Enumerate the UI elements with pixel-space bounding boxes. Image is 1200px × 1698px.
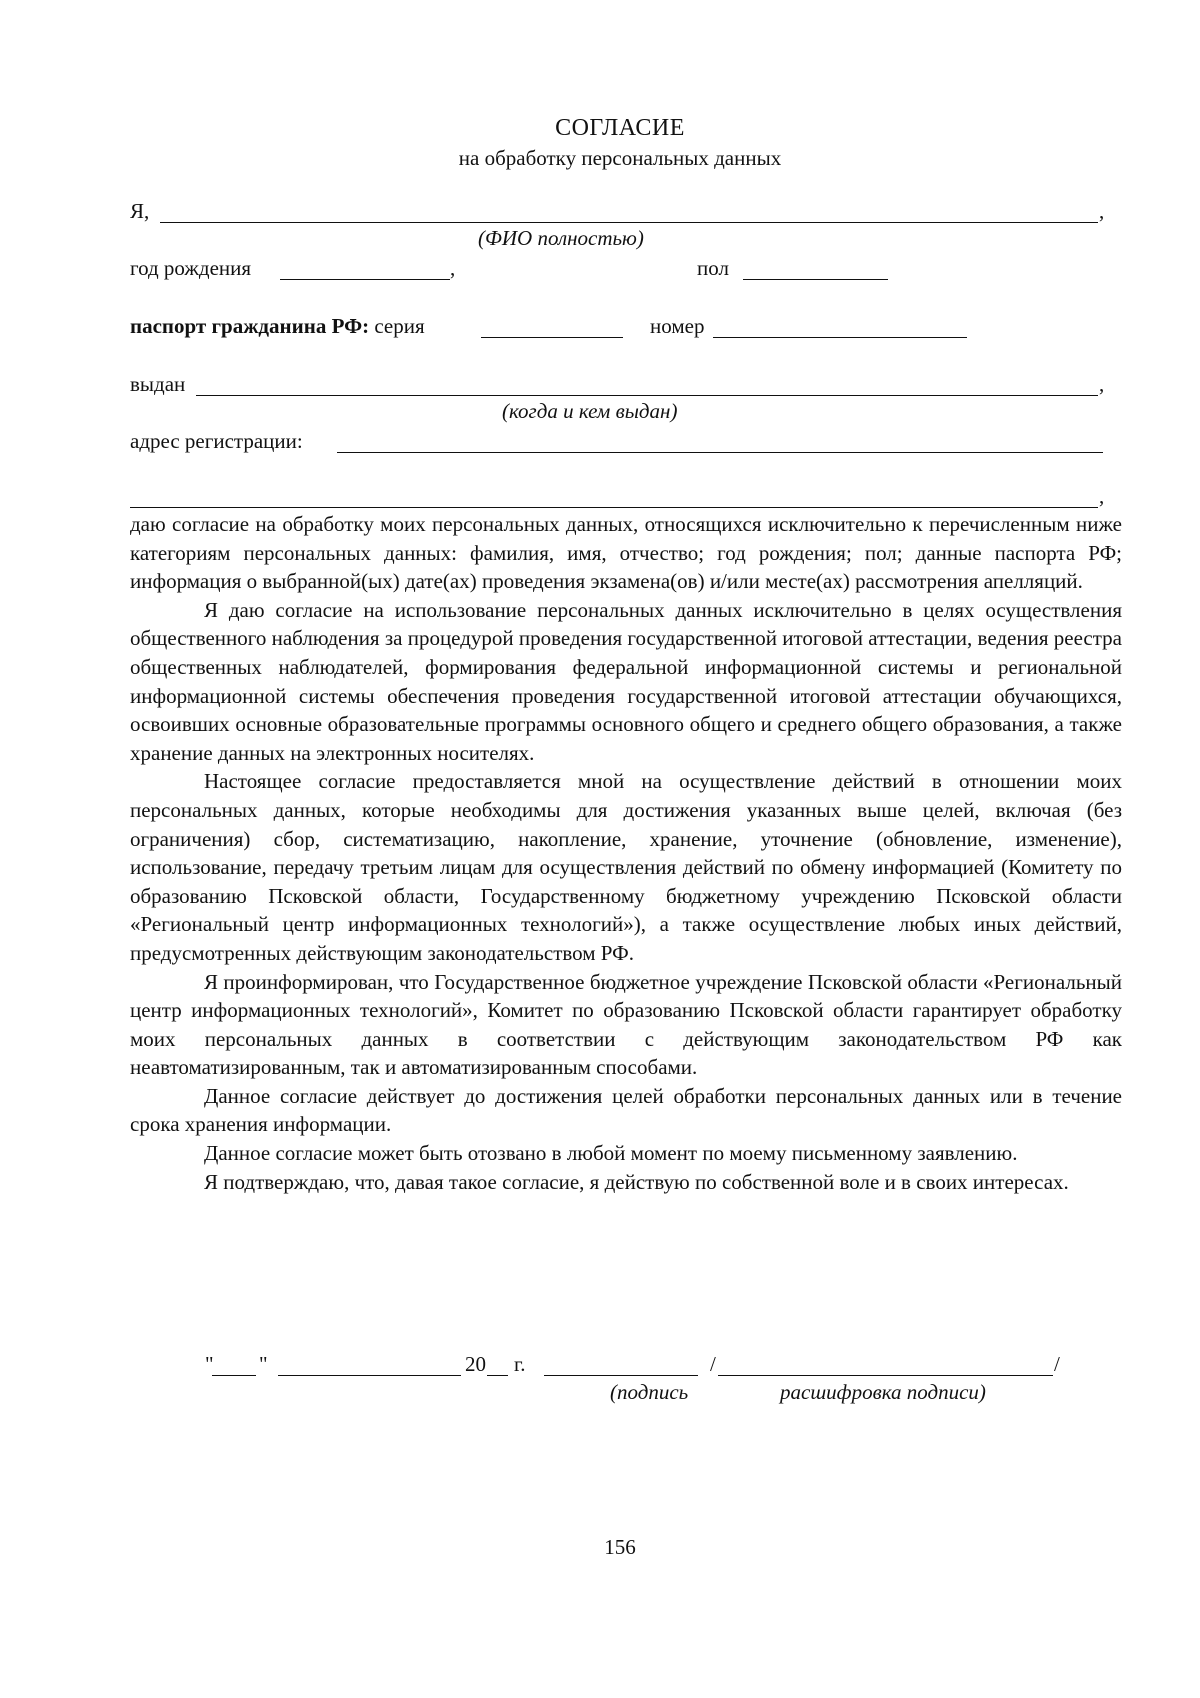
fio-prefix: Я, xyxy=(130,199,150,223)
consent-paragraph-7: Я подтверждаю, что, давая такое согласие, я действую по собственной воле и в своих интересах. xyxy=(204,1169,1069,1194)
birth-year-label: год рождения xyxy=(130,256,252,280)
day-field-line[interactable] xyxy=(212,1375,256,1376)
month-field-line[interactable] xyxy=(278,1375,461,1376)
consent-paragraph-4: Я проинформирован, что Государственное бюджетное учреждение Псковской области «Региональный центр информационных технологий», Комитет по образованию Псковской области гарантирует обработку моих персональных данных в соответствии с действующим законодательством РФ как неавтоматизированным, так и автоматизированным способами. xyxy=(130,969,1122,1080)
consent-paragraph-6: Данное согласие может быть отозвано в любой момент по моему письменному заявлению. xyxy=(204,1141,1018,1166)
consent-paragraph-3: Настоящее согласие предоставляется мной на осуществление действий в отношении моих персональных данных, которые необходимы для достижения указанных выше целей, включая (без ограничения) сбор, систематизацию, накопление, хранение, уточнение (обновление, изменение), использование, передачу третьим лицам для осуществления действий по обмену информацией (Комитету по образованию Псковской области, Государственному бюджетному учреждению Псковской области «Региональный центр информационных технологий»), а также осуществление любых иных действий, предусмотренных действующим законодательством РФ. xyxy=(130,769,1122,965)
year-prefix: 20 xyxy=(465,1352,486,1376)
signature-field-line[interactable] xyxy=(544,1375,698,1376)
issued-field-line[interactable] xyxy=(196,395,1098,396)
number-label: номер xyxy=(650,314,705,338)
consent-paragraph-5: Данное согласие действует до достижения целей обработки персональных данных или в течение срока хранения информации. xyxy=(130,1083,1122,1137)
document-title: СОГЛАСИЕ xyxy=(555,115,685,141)
date-close-quote: " xyxy=(259,1352,268,1376)
issued-hint: (когда и кем выдан) xyxy=(502,399,678,423)
number-field-line[interactable] xyxy=(713,337,967,338)
year-suffix: г. xyxy=(514,1352,526,1376)
signature-slash-open: / xyxy=(710,1352,716,1376)
signature-slash-close: / xyxy=(1054,1352,1060,1376)
year-field-line[interactable] xyxy=(487,1375,508,1376)
address-label: адрес регистрации: xyxy=(130,429,303,453)
passport-row xyxy=(130,313,425,339)
consent-paragraph-2: Я даю согласие на использование персональных данных исключительно в целях осуществления общественного наблюдения за процедурой проведения государственной итоговой аттестации, ведения реестра общественных наблюдателей, формирования федеральной информационной системы и региональной информационной системы обеспечения проведения государственной итоговой аттестации обучающихся, освоивших основные образовательные программы основного общего и среднего общего образования, а также хранение данных на электронных носителях. xyxy=(130,597,1123,765)
date-open-quote: " xyxy=(205,1352,214,1376)
gender-field-line[interactable] xyxy=(743,279,888,280)
birth-year-comma: , xyxy=(450,256,456,280)
signature-hint: (подпись xyxy=(610,1380,689,1404)
gender-label: пол xyxy=(697,256,729,280)
address-comma: , xyxy=(1099,484,1105,508)
consent-paragraph-1: даю согласие на обработку моих персональных данных, относящихся исключительно к перечисленным ниже категориям персональных данных: фамилия, имя, отчество; год рождения; пол; данные паспорта РФ; информация о выбранной(ых) дате(ах) проведения экзамена(ов) и/или месте(ах) рассмотрения апелляций. xyxy=(130,512,1122,594)
passport-label: паспорт гражданина РФ: xyxy=(130,314,370,338)
address-field-line[interactable] xyxy=(337,452,1103,453)
address-field-line-2[interactable] xyxy=(130,507,1098,508)
signature-decode-hint: расшифровка подписи) xyxy=(780,1380,986,1404)
fio-field-line[interactable] xyxy=(160,222,1098,223)
fio-comma: , xyxy=(1099,199,1105,223)
page-number: 156 xyxy=(604,1535,636,1559)
birth-year-field-line[interactable] xyxy=(280,279,450,280)
series-field-line[interactable] xyxy=(481,337,623,338)
issued-label: выдан xyxy=(130,372,186,396)
signature-decode-field-line[interactable] xyxy=(718,1375,1053,1376)
series-label: серия xyxy=(374,314,425,338)
document-subtitle: на обработку персональных данных xyxy=(458,146,782,170)
fio-hint: (ФИО полностью) xyxy=(478,226,644,250)
issued-comma: , xyxy=(1099,372,1105,396)
consent-body xyxy=(130,510,1122,1196)
